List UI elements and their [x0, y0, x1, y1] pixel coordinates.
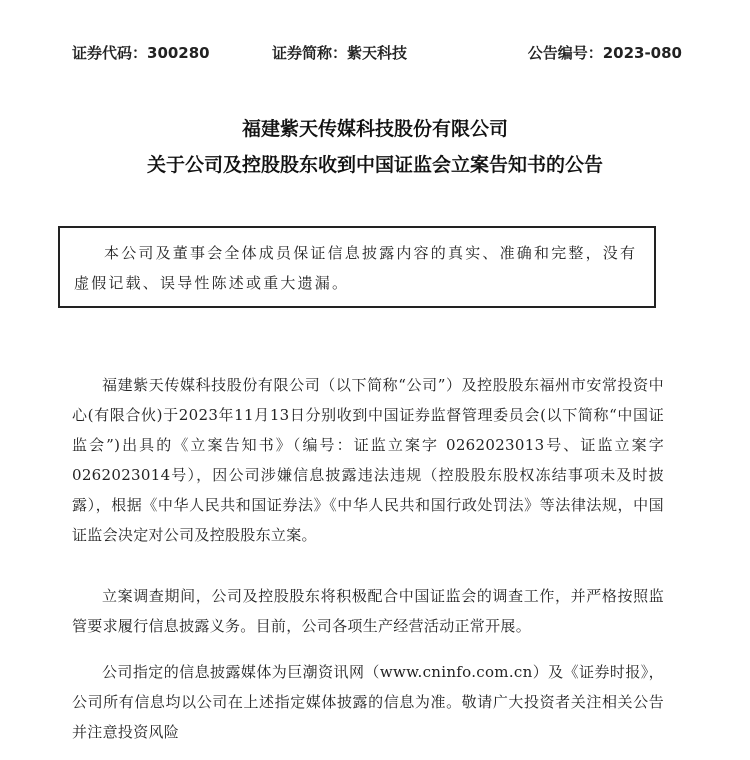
announcement-number: 公告编号：2023-080	[527, 44, 682, 62]
body-paragraph-disclosure-media: 公司指定的信息披露媒体为巨潮资讯网（www.cninfo.com.cn）及《证券时报》，公司所有信息均以公司在上述指定媒体披露的信息为准。敬请广大投资者关注相关公告并注意投资风险	[72, 663, 664, 741]
board-guarantee-notice: 本公司及董事会全体成员保证信息披露内容的真实、准确和完整，没有虚假记载、误导性陈述或重大遗漏。	[58, 226, 656, 308]
company-name-title: 福建紫天传媒科技股份有限公司	[241, 118, 508, 140]
body-paragraph-case-filing: 福建紫天传媒科技股份有限公司（以下简称“公司”）及控股股东福州市安常投资中心(有限合伙)于2023年11月13日分别收到中国证券监督管理委员会(以下简称“中国证监会”)出具的《立案告知书》（编号：证监立案字 0262023013号、证监立案字 0262023014号），因公司涉嫌信息披露违法违规（控股股东股权冻结事项未及时披露），根据《中华人民共和国证券法》《中华人民共和国行政处罚法》等法律法规，中国证监会决定对公司及控股股东立案。	[72, 376, 664, 544]
stock-abbreviation: 证券简称：紫天科技	[272, 44, 408, 62]
announcement-title: 关于公司及控股股东收到中国证监会立案告知书的公告	[146, 154, 603, 176]
stock-code: 证券代码：300280	[72, 44, 210, 62]
document-header	[72, 42, 682, 64]
body-paragraph-cooperation: 立案调查期间，公司及控股股东将积极配合中国证监会的调查工作，并严格按照监管要求履行信息披露义务。目前，公司各项生产经营活动正常开展。	[72, 587, 664, 635]
